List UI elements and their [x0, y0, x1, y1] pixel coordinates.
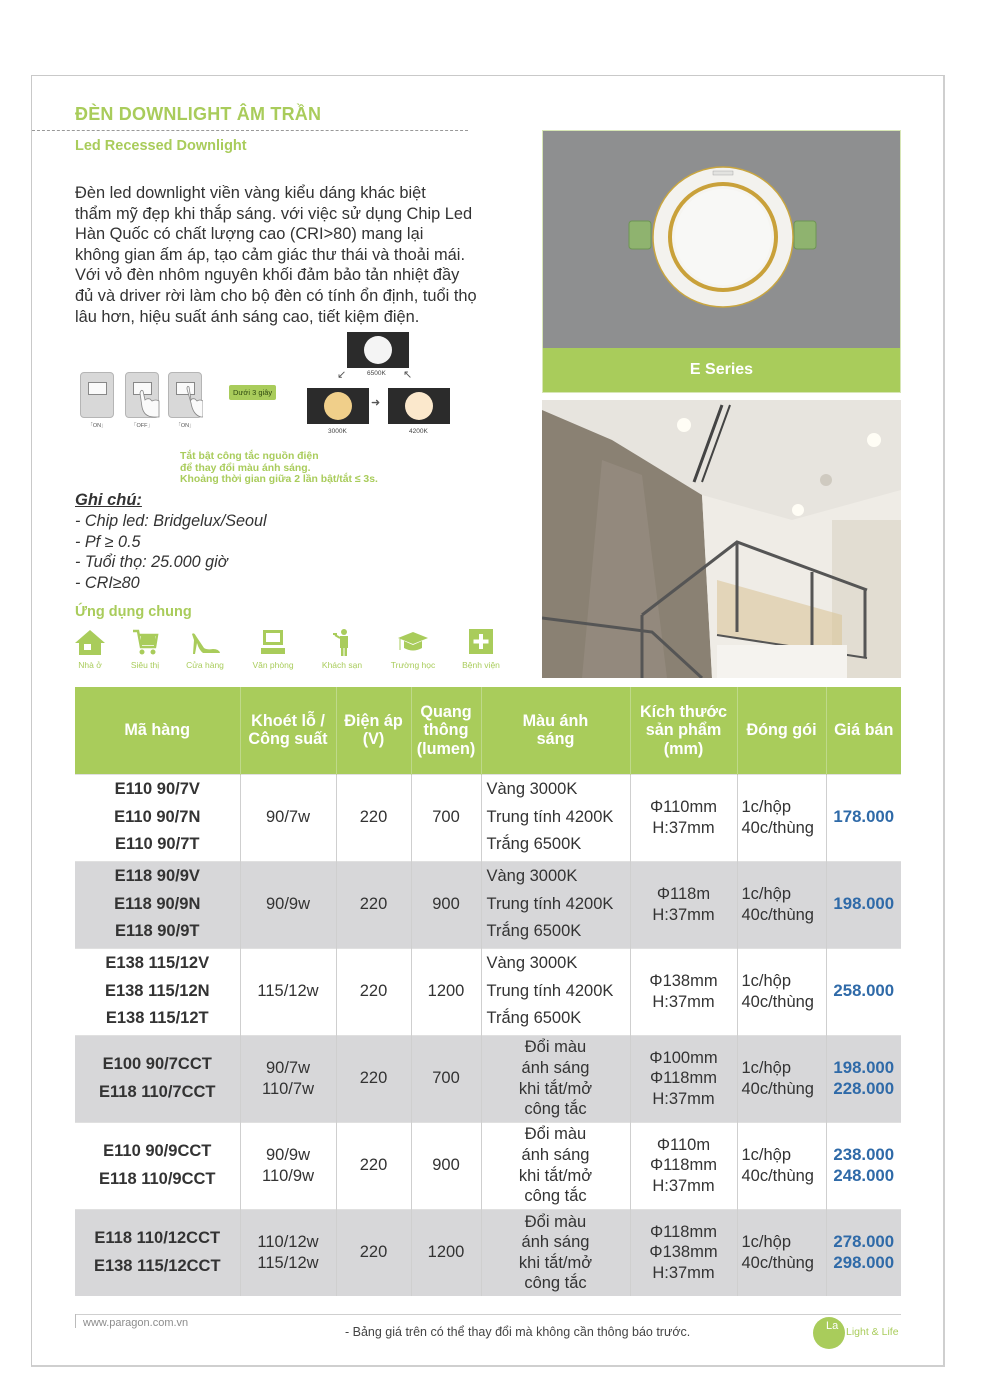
cell-size-line: H:37mm: [652, 905, 715, 924]
lamp-6500k: [347, 332, 409, 368]
header-product-code: Mã hàng: [75, 687, 240, 774]
header-cutout-power: Khoét lỗ / Công suất: [240, 687, 336, 774]
notes-heading: Ghi chú:: [75, 491, 142, 509]
description-line: thẩm mỹ đẹp khi thắp sáng. với việc sử dụng Chip Led: [75, 204, 473, 223]
cell-product-codes: [75, 861, 240, 948]
wall-switch-press-icon: [168, 372, 202, 418]
application-label: Siêu thị: [130, 660, 160, 670]
cell-size: [630, 774, 737, 861]
interior-photo: [542, 400, 901, 678]
high-heel-icon: [189, 628, 221, 656]
product-series-caption: E Series: [543, 348, 900, 392]
cell-voltage: 220: [336, 1122, 411, 1209]
cell-size-line: H:37mm: [652, 992, 715, 1011]
cell-packing-line: 1c/hộp: [741, 1058, 792, 1077]
cell-product-codes: [75, 1122, 240, 1209]
cell-price-line: 178.000: [833, 807, 895, 827]
lamp-4200k: [388, 388, 450, 424]
table-row: [75, 1209, 901, 1296]
cell-cutout-power: [240, 1122, 336, 1209]
footer-website-link[interactable]: www.paragon.com.vn: [83, 1317, 189, 1329]
arrow-right-icon: ➜: [371, 397, 381, 409]
cell-packing: [737, 1035, 826, 1122]
cell-packing-line: 1c/hộp: [741, 971, 792, 990]
interior-illustration: [542, 400, 901, 678]
switch-label: 「ON」: [87, 423, 107, 429]
note-item: - Chip led: Bridgelux/Seoul: [75, 512, 267, 530]
cell-lumen: 700: [411, 1035, 481, 1122]
graduation-cap-icon: [397, 628, 429, 656]
cell-light-color-line: Trung tính 4200K: [486, 807, 614, 826]
cell-packing: [737, 1122, 826, 1209]
page-subtitle: Led Recessed Downlight: [75, 138, 247, 154]
cell-light-color-line: Trắng 6500K: [486, 1009, 582, 1028]
cell-size-line: Φ110m: [656, 1135, 711, 1154]
description-line: lâu hơn, hiệu suất ánh sáng cao, tiết kiệm điện.: [75, 307, 420, 326]
cell-cutout-power-line: 110/12w: [257, 1233, 319, 1252]
cell-light-color-line: Đổi màu: [524, 1038, 587, 1057]
computer-icon: [257, 628, 289, 656]
cell-packing-line: 1c/hộp: [741, 797, 792, 816]
cell-product-codes-line: E118 110/7CCT: [99, 1082, 216, 1101]
application-label: Khách sạn: [321, 660, 363, 670]
product-description: [75, 183, 535, 327]
cell-packing: [737, 1209, 826, 1296]
cell-price-line: 258.000: [833, 981, 895, 1001]
cell-packing-line: 40c/thùng: [741, 818, 814, 837]
house-icon: [74, 628, 106, 656]
header-packing: Đóng gói: [737, 687, 826, 774]
cell-light-color-line: Trắng 6500K: [486, 835, 582, 854]
cell-packing: [737, 948, 826, 1035]
hand-icon: [126, 373, 160, 419]
footer-disclaimer: - Bảng giá trên có thể thay đổi mà không cần thông báo trước.: [345, 1325, 691, 1339]
application-label: Nhà ở: [78, 660, 102, 670]
cell-size: [630, 948, 737, 1035]
cell-cutout-power: [240, 861, 336, 948]
cell-product-codes-line: E118 90/9V: [114, 867, 200, 886]
cell-price-line: 298.000: [833, 1252, 895, 1272]
wall-switch-press-icon: [125, 372, 159, 418]
temp-label: 4200K: [409, 428, 428, 435]
application-label: Văn phòng: [252, 660, 294, 670]
diagram-note-line: để thay đổi màu ánh sáng.: [180, 462, 311, 474]
cell-light-color-line: ánh sáng: [521, 1233, 590, 1252]
cell-light-color-line: Đổi màu: [524, 1125, 587, 1144]
header-size: Kích thước sản phẩm (mm): [630, 687, 737, 774]
hand-icon: [169, 373, 203, 419]
cell-lumen: 1200: [411, 1209, 481, 1296]
cell-light-color-line: khi tắt/mở: [518, 1079, 593, 1098]
switch-label: 「ON」: [175, 423, 195, 429]
cell-packing-line: 40c/thùng: [741, 1253, 814, 1272]
cell-cutout-power-line: 90/9w: [265, 895, 311, 914]
application-item: [310, 628, 374, 670]
lamp-3000k: [307, 388, 369, 424]
application-label: Bệnh viện: [462, 660, 500, 670]
header-price: Giá bán: [826, 687, 901, 774]
cell-price-line: 198.000: [833, 1057, 895, 1077]
arrow-down-left-icon: ↙: [337, 369, 347, 381]
cell-cutout-power-line: 90/7w: [265, 808, 311, 827]
cell-light-color-line: Trung tính 4200K: [486, 894, 614, 913]
cell-light-color-line: khi tắt/mở: [518, 1253, 593, 1272]
bulb-icon: [405, 392, 433, 420]
cell-light-color-line: khi tắt/mở: [518, 1166, 593, 1185]
cell-light-color-line: Vàng 3000K: [486, 954, 578, 973]
diagram-note-line: Khoảng thời gian giữa 2 lần bật/tắt ≤ 3s.: [180, 474, 378, 486]
applications-heading: Ứng dụng chung: [75, 604, 192, 620]
cell-product-codes-line: E118 90/9T: [115, 922, 200, 941]
temp-label: 6500K: [367, 370, 386, 377]
note-item: - Tuổi thọ: 25.000 giờ: [75, 553, 228, 572]
cell-size-line: H:37mm: [652, 818, 715, 837]
description-line: Hàn Quốc có chất lượng cao (CRI>80) mang lại: [75, 225, 424, 244]
page-title: ĐÈN DOWNLIGHT ÂM TRẦN: [75, 104, 322, 124]
cell-product-codes-line: E110 90/7N: [114, 807, 201, 826]
cell-size-line: Φ118mm: [650, 1156, 717, 1175]
bulb-icon: [324, 392, 352, 420]
cell-light-color-line: Vàng 3000K: [486, 867, 578, 886]
cell-size-line: Φ118m: [656, 884, 711, 903]
cell-light-color-line: công tắc: [524, 1100, 587, 1119]
cell-voltage: 220: [336, 948, 411, 1035]
cell-price: [826, 774, 901, 861]
cell-cutout-power-line: 115/12w: [257, 1253, 319, 1272]
brand-logo-text: Light & Life: [846, 1326, 899, 1338]
cell-light-color-line: ánh sáng: [521, 1145, 590, 1164]
cell-light-color-line: Trắng 6500K: [486, 922, 582, 941]
cell-price: [826, 1122, 901, 1209]
cell-light-color-line: ánh sáng: [521, 1058, 590, 1077]
table-header-row: [75, 687, 901, 774]
cct-switch-diagram: [75, 330, 475, 445]
diagram-note: [180, 451, 378, 486]
application-item: [173, 628, 237, 670]
note-item: - Pf ≥ 0.5: [75, 532, 141, 551]
application-item: [449, 628, 513, 670]
cell-packing: [737, 774, 826, 861]
cell-product-codes-line: E100 90/7CCT: [102, 1054, 212, 1073]
arrow-up-left-icon: ↖: [403, 369, 413, 381]
cell-packing-line: 1c/hộp: [741, 1145, 792, 1164]
cell-voltage: 220: [336, 1035, 411, 1122]
cell-light-color: [481, 774, 630, 861]
cell-cutout-power-line: 90/7w: [265, 1058, 311, 1077]
downlight-illustration: [543, 131, 902, 350]
cell-cutout-power: [240, 948, 336, 1035]
cell-size: [630, 1209, 737, 1296]
cell-lumen: 900: [411, 861, 481, 948]
table-row: [75, 1035, 901, 1122]
table-row: [75, 948, 901, 1035]
description-line: không gian ấm áp, tạo cảm giác thư thái và thoải mái.: [75, 245, 465, 264]
application-item: [241, 628, 305, 670]
cell-voltage: 220: [336, 774, 411, 861]
switch-label: 「OFF」: [131, 423, 153, 429]
cell-light-color: [481, 948, 630, 1035]
dashed-divider: [32, 130, 468, 131]
cell-price: [826, 1035, 901, 1122]
cell-light-color-line: công tắc: [524, 1274, 587, 1293]
footer-tick: [75, 1314, 76, 1328]
brand-logo-mark: La: [826, 1320, 839, 1332]
application-item: [381, 628, 445, 670]
cell-light-color-line: Vàng 3000K: [486, 780, 578, 799]
cell-cutout-power-line: 90/9w: [265, 1145, 311, 1164]
cell-lumen: 1200: [411, 948, 481, 1035]
applications-list: [72, 628, 517, 678]
cell-packing-line: 40c/thùng: [741, 1079, 814, 1098]
cell-size: [630, 1122, 737, 1209]
diagram-note-line: Tắt bật công tắc nguồn điện: [180, 451, 319, 462]
cell-light-color-line: Đổi màu: [524, 1212, 587, 1231]
cell-lumen: 900: [411, 1122, 481, 1209]
cell-product-codes: [75, 1035, 240, 1122]
cell-product-codes: [75, 948, 240, 1035]
footer-divider: [75, 1314, 901, 1315]
product-image: [542, 130, 901, 393]
temp-label: 3000K: [328, 428, 347, 435]
cell-cutout-power: [240, 1035, 336, 1122]
cell-product-codes: [75, 774, 240, 861]
cell-packing-line: 1c/hộp: [741, 1233, 792, 1252]
cell-product-codes-line: E138 115/12V: [105, 954, 210, 973]
cell-price-line: 278.000: [833, 1232, 895, 1252]
cell-size: [630, 1035, 737, 1122]
cell-size-line: Φ118mm: [650, 1069, 717, 1088]
cell-light-color: [481, 861, 630, 948]
header-voltage: Điện áp (V): [336, 687, 411, 774]
table-row: [75, 1122, 901, 1209]
cell-light-color-line: công tắc: [524, 1187, 587, 1206]
cell-size-line: Φ138mm: [649, 1243, 718, 1262]
cell-product-codes-line: E110 90/9CCT: [103, 1141, 212, 1160]
cell-size-line: H:37mm: [652, 1264, 715, 1283]
notes-list: [75, 511, 267, 593]
cell-light-color: [481, 1035, 630, 1122]
cell-price: [826, 861, 901, 948]
application-item: [113, 628, 177, 670]
cell-cutout-power-line: 115/12w: [257, 982, 319, 1001]
waiter-icon: [326, 628, 358, 656]
cell-packing-line: 1c/hộp: [741, 884, 792, 903]
cell-price-line: 238.000: [833, 1144, 895, 1164]
shopping-cart-icon: [129, 628, 161, 656]
cell-price-line: 198.000: [833, 894, 895, 914]
header-lumen: Quang thông (lumen): [411, 687, 481, 774]
header-light-color: Màu ánh sáng: [481, 687, 630, 774]
cell-light-color-line: Trung tính 4200K: [486, 981, 614, 1000]
cell-product-codes-line: E138 115/12T: [105, 1009, 209, 1028]
description-line: Với vỏ đèn nhôm nguyên khối đảm bảo tản nhiệt đầy: [75, 266, 460, 285]
cell-lumen: 700: [411, 774, 481, 861]
price-table: [75, 687, 901, 1296]
application-label: Cửa hàng: [186, 660, 224, 670]
cell-size-line: Φ110mm: [650, 797, 717, 816]
cell-packing-line: 40c/thùng: [741, 1166, 814, 1185]
cell-packing-line: 40c/thùng: [741, 905, 814, 924]
cell-size: [630, 861, 737, 948]
description-line: Đèn led downlight viền vàng kiểu dáng khác biệt: [75, 184, 426, 202]
cell-cutout-power-line: 110/9w: [262, 1166, 314, 1185]
cell-product-codes-line: E138 115/12N: [104, 981, 210, 1000]
cell-price: [826, 1209, 901, 1296]
cell-price-line: 228.000: [833, 1078, 895, 1098]
cell-product-codes-line: E138 115/12CCT: [93, 1256, 221, 1275]
cell-product-codes: [75, 1209, 240, 1296]
cell-voltage: 220: [336, 861, 411, 948]
cell-size-line: Φ138mm: [649, 971, 718, 990]
cell-light-color: [481, 1209, 630, 1296]
timer-badge: Dưới 3 giây: [229, 385, 276, 400]
cell-packing-line: 40c/thùng: [741, 992, 814, 1011]
cell-cutout-power: [240, 774, 336, 861]
cell-cutout-power-line: 110/7w: [262, 1079, 314, 1098]
application-label: Trường học: [390, 660, 436, 670]
cell-size-line: Φ118mm: [650, 1222, 717, 1241]
cell-product-codes-line: E110 90/7V: [114, 780, 200, 799]
cell-light-color: [481, 1122, 630, 1209]
cell-cutout-power: [240, 1209, 336, 1296]
cell-price: [826, 948, 901, 1035]
cell-product-codes-line: E118 110/9CCT: [99, 1169, 216, 1188]
description-line: đủ và driver rời làm cho bộ đèn có tính ổn định, tuổi thọ: [75, 286, 477, 305]
table-row: [75, 774, 901, 861]
cell-product-codes-line: E118 110/12CCT: [94, 1229, 221, 1248]
bulb-icon: [364, 336, 392, 364]
note-item: - CRI≥80: [75, 573, 140, 592]
cell-price-line: 248.000: [833, 1165, 895, 1185]
table-row: [75, 861, 901, 948]
cell-size-line: H:37mm: [652, 1089, 715, 1108]
cell-product-codes-line: E110 90/7T: [115, 835, 200, 854]
medical-cross-icon: [465, 628, 497, 656]
cell-voltage: 220: [336, 1209, 411, 1296]
cell-size-line: Φ100mm: [649, 1048, 718, 1067]
cell-packing: [737, 861, 826, 948]
wall-switch-icon: [80, 372, 114, 418]
cell-size-line: H:37mm: [652, 1176, 715, 1195]
cell-product-codes-line: E118 90/9N: [114, 894, 201, 913]
